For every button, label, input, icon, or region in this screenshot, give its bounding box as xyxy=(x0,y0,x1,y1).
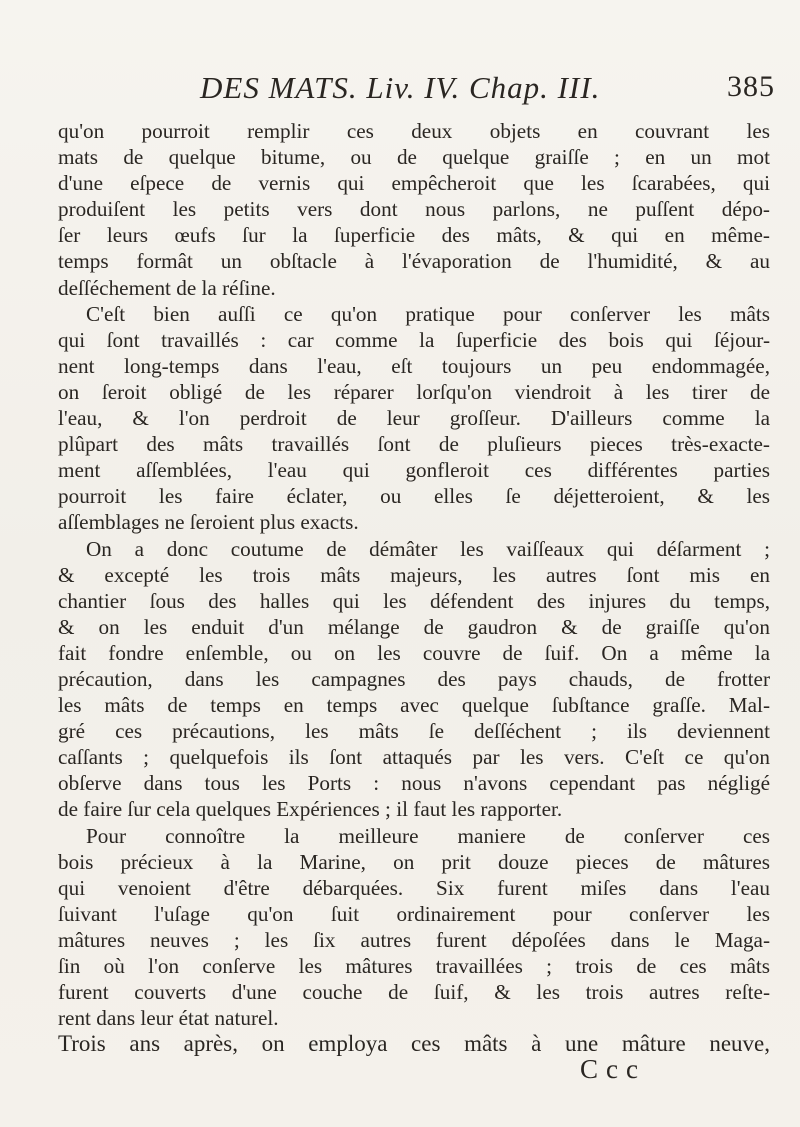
text-line: ſin où l'on conſerve les mâtures travaillées ; trois de ces mâts xyxy=(58,954,770,978)
text-line: nent long-temps dans l'eau, eſt toujours un peu endommagée, xyxy=(58,353,770,378)
text-line: deſſéchement de la réſine. xyxy=(58,275,276,300)
paragraph-start: On a donc coutume de démâter les vaiſſeaux qui déſarment ; xyxy=(86,536,770,561)
text-line: mâtures neuves ; les ſix autres furent dépoſées dans le Maga- xyxy=(58,927,770,952)
text-line: aſſemblages ne ſeroient plus exacts. xyxy=(58,510,359,535)
page-header xyxy=(200,70,775,110)
text-line: d'une eſpece de vernis qui empêcheroit que les ſcarabées, qui xyxy=(58,171,770,196)
paragraph-start: C'eſt bien auſſi ce qu'on pratique pour conſerver les mâts xyxy=(86,301,770,326)
text-line: précaution, dans les campagnes des pays chauds, de frotter xyxy=(58,666,770,691)
text-line: caſſants ; quelquefois ils ſont attaqués par les vers. C'eſt ce qu'on xyxy=(58,745,770,770)
text-line: pourroit les faire éclater, ou elles ſe déjetteroient, & les xyxy=(58,484,770,509)
text-line: bois précieux à la Marine, on prit douze pieces de mâtures xyxy=(58,849,770,874)
text-line: temps formât un obſtacle à l'évaporation de l'humidité, & au xyxy=(58,249,770,274)
text-line: mats de quelque bitume, ou de quelque graiſſe ; en un mot xyxy=(58,145,770,170)
text-line: obſerve dans tous les Ports : nous n'avons cependant pas négligé xyxy=(58,771,770,796)
paragraph-start: Pour connoître la meilleure maniere de conſerver ces xyxy=(86,823,770,848)
text-line: de faire ſur cela quelques Expériences ; il faut les rapporter. xyxy=(58,797,563,822)
text-line: qui ſont travaillés : car comme la ſuperficie des bois qui ſéjour- xyxy=(58,327,770,352)
text-line: qu'on pourroit remplir ces deux objets en couvrant les xyxy=(58,119,770,143)
text-line: fait fondre enſemble, ou on les couvre de ſuif. On a même la xyxy=(58,640,770,665)
text-line: produiſent les petits vers dont nous parlons, ne puſſent dépo- xyxy=(58,197,770,222)
body-text xyxy=(58,118,770,1057)
text-line: les mâts de temps en temps avec quelque ſubſtance graſſe. Mal- xyxy=(58,693,770,718)
text-line: l'eau, & l'on perdroit de leur groſſeur. D'ailleurs comme la xyxy=(58,406,770,431)
text-line: qui venoient d'être débarquées. Six furent miſes dans l'eau xyxy=(58,875,770,900)
signature-mark: Ccc xyxy=(580,1054,646,1084)
page-number: 385 xyxy=(727,70,775,103)
text-line: & on les enduit d'un mélange de gaudron & de graiſſe qu'on xyxy=(58,614,770,639)
text-line: furent couverts d'une couche de ſuif, & les trois autres reſte- xyxy=(58,980,770,1005)
text-line: ment aſſemblées, l'eau qui gonfleroit ces différentes parties xyxy=(58,458,770,483)
text-line: ſuivant l'uſage qu'on ſuit ordinairement pour conſerver les xyxy=(58,901,770,926)
text-line: gré ces précautions, les mâts ſe deſſéchent ; ils deviennent xyxy=(58,719,770,744)
text-line: rent dans leur état naturel. xyxy=(58,1006,279,1031)
text-line: & excepté les trois mâts majeurs, les autres ſont mis en xyxy=(58,562,770,587)
paragraph-start: Trois ans après, on employa ces mâts à une mâture neuve, xyxy=(58,1031,770,1057)
text-line: ſer leurs œufs ſur la ſuperficie des mâts, & qui en même- xyxy=(58,223,770,248)
text-line: chantier ſous des halles qui les défendent des injures du temps, xyxy=(58,588,770,613)
text-line: on ſeroit obligé de les réparer lorſqu'on viendroit à les tirer de xyxy=(58,379,770,404)
text-line: plûpart des mâts travaillés ſont de pluſieurs pieces très-exacte- xyxy=(58,432,770,457)
running-head: DES MATS. Liv. IV. Chap. III. xyxy=(200,70,601,105)
